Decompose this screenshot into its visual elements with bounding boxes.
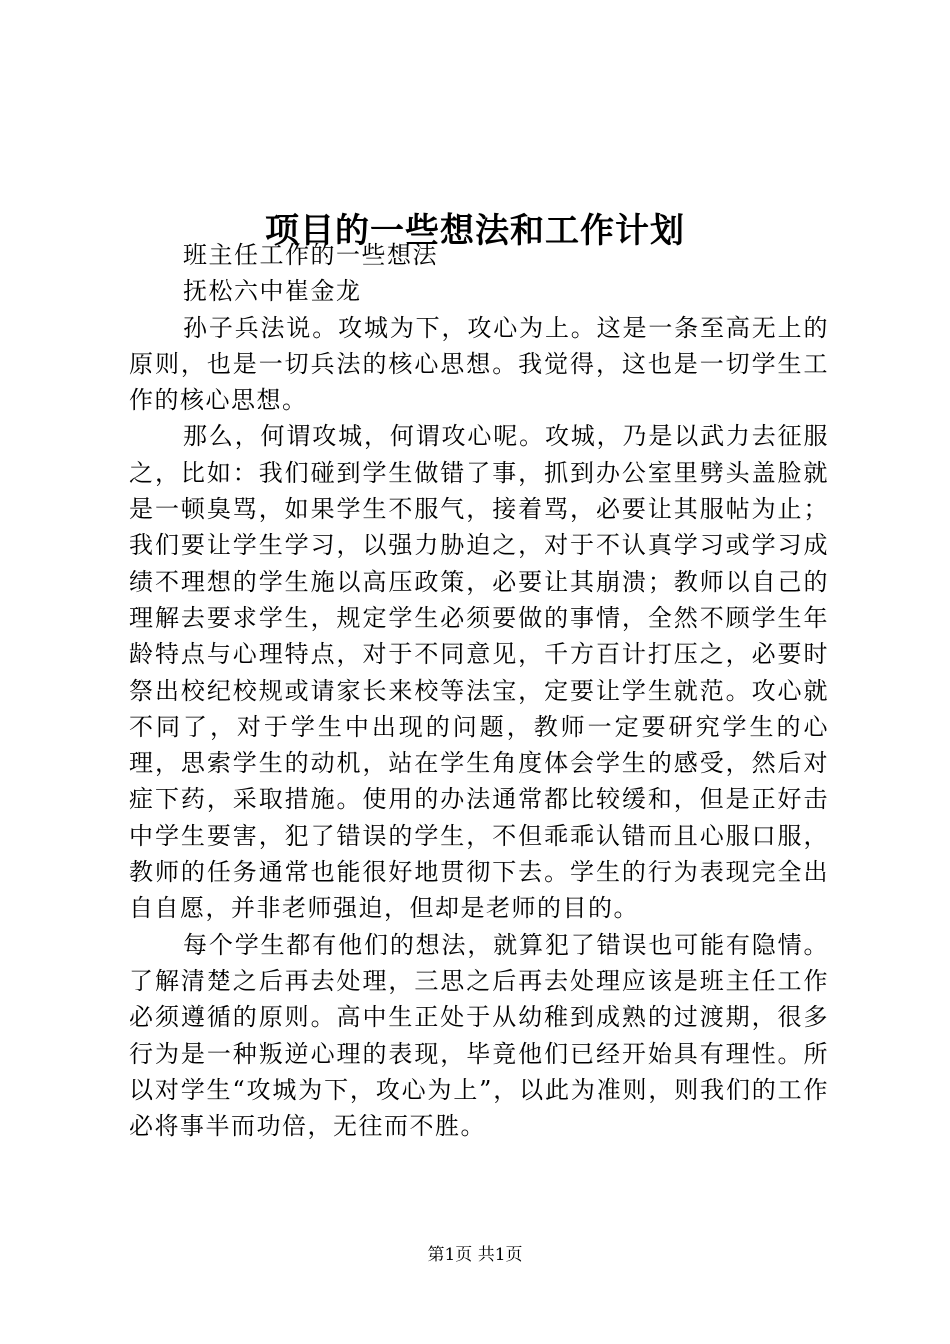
paragraph-3: 每个学生都有他们的想法，就算犯了错误也可能有隐情。了解清楚之后再去处理，三思之后再去处理应该是班主任工作必须遵循的原则。高中生正处于从幼稚到成熟的过渡期，很多行为是一种叛逆心理的表现，毕竟他们已经开始具有理性。所以对学生“攻城为下，攻心为上”，以此为准则，则我们的工作必将事半而功倍，无往而不胜。: [129, 930, 829, 1141]
paragraph-author: 抚松六中崔金龙: [183, 277, 362, 306]
page-footer: 第1页 共1页: [427, 1245, 523, 1265]
paragraph-1: 孙子兵法说。攻城为下，攻心为上。这是一条至高无上的原则，也是一切兵法的核心思想。我觉得，这也是一切学生工作的核心思想。: [129, 313, 829, 415]
paragraph-subtitle: 班主任工作的一些想法: [183, 241, 438, 269]
document-body: [129, 237, 829, 1144]
document-title: 项目的一些想法和工作计划: [265, 210, 685, 251]
paragraph-2: 那么，何谓攻城，何谓攻心呢。攻城，乃是以武力去征服之，比如：我们碰到学生做错了事，抓到办公室里劈头盖脸就是一顿臭骂，如果学生不服气，接着骂，必要让其服帖为止；我们要让学生学习，以强力胁迫之，对于不认真学习或学习成绩不理想的学生施以高压政策，必要让其崩溃；教师以自己的理解去要求学生，规定学生必须要做的事情，全然不顾学生年龄特点与心理特点，对于不同意见，千方百计打压之，必要时祭出校纪校规或请家长来校等法宝，定要让学生就范。攻心就不同了，对于学生中出现的问题，教师一定要研究学生的心理，思索学生的动机，站在学生角度体会学生的感受，然后对症下药，采取措施。使用的办法通常都比较缓和，但是正好击中学生要害，犯了错误的学生，不但乖乖认错而且心服口服，教师的任务通常也能很好地贯彻下去。学生的行为表现完全出自自愿，并非老师强迫，但却是老师的目的。: [129, 422, 829, 923]
